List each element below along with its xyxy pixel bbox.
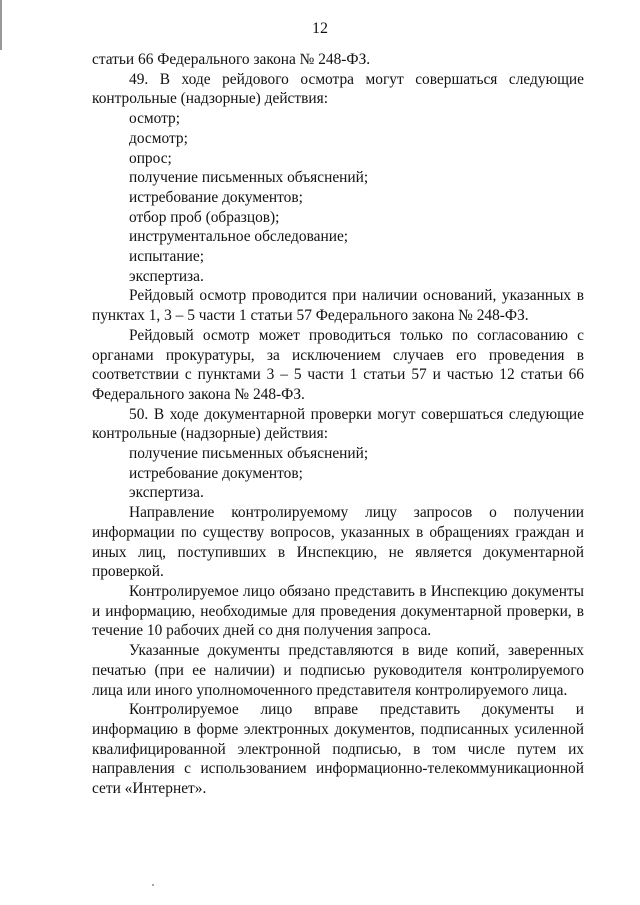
list-item: истребование документов; xyxy=(129,188,303,206)
paragraph: Рейдовый осмотр может проводиться только по согласованию с органами прокуратуры, за исключением случаев его проведения в соответствии с пунктами 3 – 5 части 1 статьи 57 и частью 12 статьи 66 Федерального закона № 248-ФЗ. xyxy=(92,326,584,403)
paragraph: Рейдовый осмотр проводится при наличии оснований, указанных в пунктах 1, 3 – 5 части 1 статьи 57 Федерального закона № 248-ФЗ. xyxy=(92,287,584,325)
list-item: экспертиза. xyxy=(129,484,204,502)
paragraph: Указанные документы представляются в виде копий, заверенных печатью (при ее наличии) и подписью руководителя контролируемого лица или иного уполномоченного представителя контролируемого лица. xyxy=(92,642,584,699)
paragraph: Направление контролируемому лицу запросов о получении информации по существу вопросов, указанных в обращениях граждан и иных лиц, поступивших в Инспекцию, не является документарной проверкой. xyxy=(92,504,584,581)
list-item: экспертиза. xyxy=(129,267,204,285)
paragraph: 50. В ходе документарной проверки могут совершаться следующие контрольные (надзорные) действия: xyxy=(92,405,584,443)
page-number: 12 xyxy=(312,20,328,37)
paragraph: Контролируемое лицо обязано представить в Инспекцию документы и информацию, необходимые для проведения документарной проверки, в течение 10 рабочих дней со дня получения запроса. xyxy=(92,582,584,640)
list-item: получение письменных объяснений; xyxy=(129,445,369,463)
paragraph: Контролируемое лицо вправе представить документы и информацию в форме электронных документов, подписанных усиленной квалифицированной электронной подписью, в том числе путем их направления с использованием информационно-телекоммуникационной сети «Интернет». xyxy=(92,701,584,798)
document-body xyxy=(92,50,584,799)
list-item: досмотр; xyxy=(129,129,188,147)
paragraph: статьи 66 Федерального закона № 248-ФЗ. xyxy=(92,51,371,68)
paragraph: 49. В ходе рейдового осмотра могут совершаться следующие контрольные (надзорные) действия: xyxy=(92,70,584,108)
list-item: опрос; xyxy=(129,149,172,167)
list-item: получение письменных объяснений; xyxy=(129,169,369,187)
list-item: инструментальное обследование; xyxy=(129,228,349,246)
scan-speck xyxy=(152,884,154,886)
list-item: осмотр; xyxy=(129,110,181,128)
list-item: истребование документов; xyxy=(129,464,303,482)
list-item: отбор проб (образцов); xyxy=(129,208,280,226)
list-item: испытание; xyxy=(129,248,204,266)
